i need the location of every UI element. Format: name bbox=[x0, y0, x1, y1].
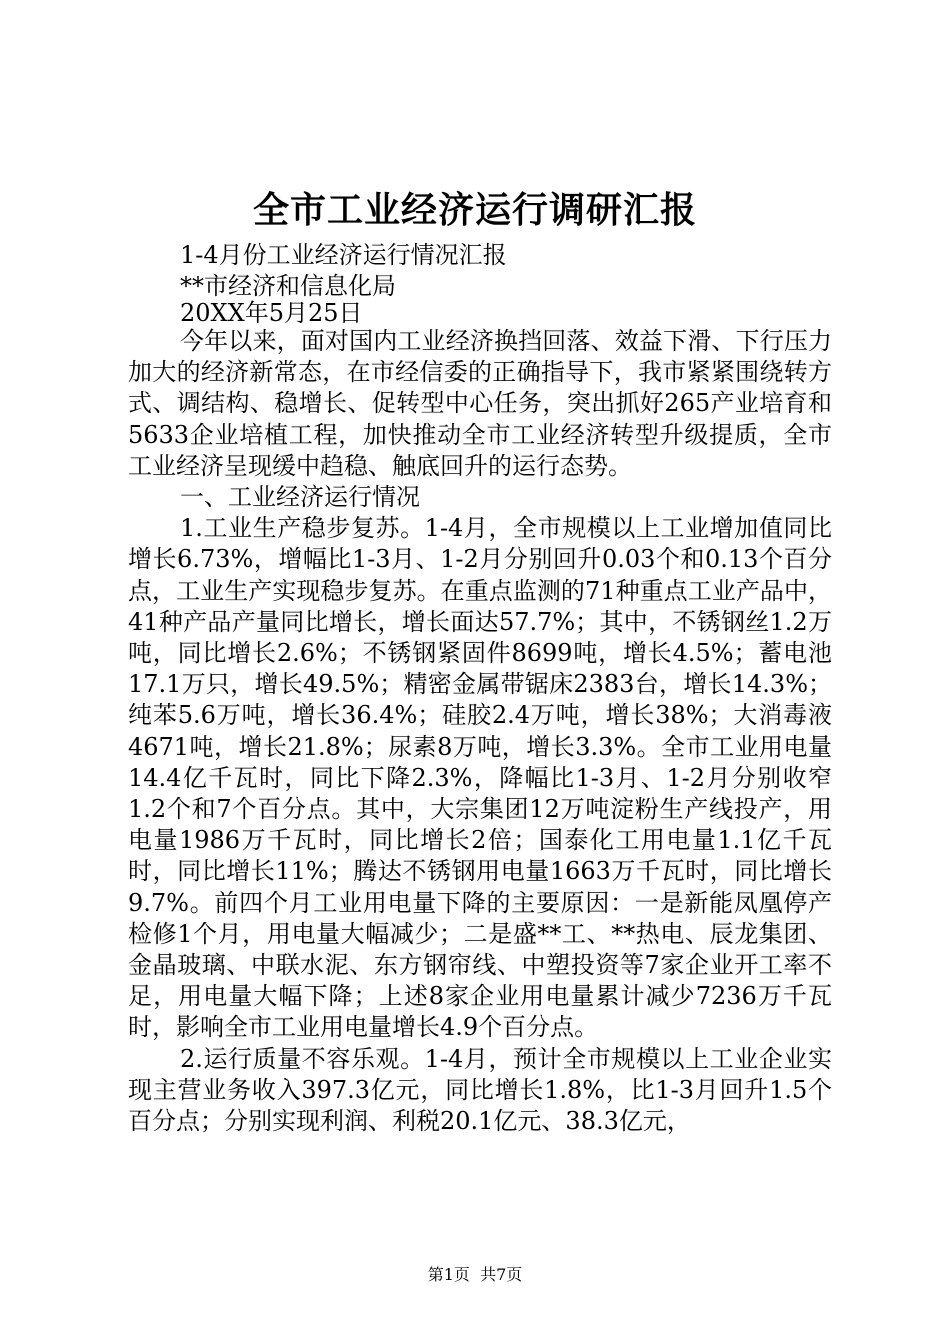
page-total: 共7页 bbox=[480, 1265, 523, 1284]
report-subtitle: 1-4月份工业经济运行情况汇报 bbox=[180, 241, 507, 269]
page-number: 第1页 bbox=[427, 1265, 470, 1284]
issuing-organization: **市经济和信息化局 bbox=[180, 272, 396, 300]
report-date: 20XX年5月25日 bbox=[180, 299, 363, 327]
page-footer bbox=[0, 1264, 950, 1286]
body-paragraph: 1.工业生产稳步复苏。1-4月，全市规模以上工业增加值同比增长6.73%，增幅比1-3月、1-2月分别回升0.03个和0.13个百分点，工业生产实现稳步复苏。在重点监测的71种重点工业产品中，41种产品产量同比增长，增长面达57.7%；其中，不锈钢丝1.2万吨，同比增长2.6%；不锈钢紧固件8699吨，增长4.5%；蓄电池17.1万只，增长49.5%；精密金属带锯床2383台，增长14.3%；纯苯5.6万吨，增长36.4%；硅胶2.4万吨，增长38%；大消毒液4671吨，增长21.8%；尿素8万吨，增长3.3%。全市工业用电量14.4亿千瓦时，同比下降2.3%，降幅比1-3月、1-2月分别收窄1.2个和7个百分点。其中，大宗集团12万吨淀粉生产线投产，用电量1986万千瓦时，同比增长2倍；国泰化工用电量1.1亿千瓦时，同比增长11%；腾达不锈钢用电量1663万千瓦时，同比增长9.7%。前四个月工业用电量下降的主要原因：一是新能凤凰停产检修1个月，用电量大幅减少；二是盛**工、**热电、辰龙集团、金晶玻璃、中联水泥、东方钢帘线、中塑投资等7家企业开工率不足，用电量大幅下降；上述8家企业用电量累计减少7236万千瓦时，影响全市工业用电量增长4.9个百分点。 bbox=[128, 514, 832, 1042]
section-heading: 一、工业经济运行情况 bbox=[180, 483, 420, 512]
document-title: 全市工业经济运行调研汇报 bbox=[252, 189, 697, 231]
body-paragraph: 2.运行质量不容乐观。1-4月，预计全市规模以上工业企业实现主营业务收入397.3亿元，同比增长1.8%，比1-3月回升1.5个百分点；分别实现利润、利税20.1亿元、38.3亿元， bbox=[128, 1044, 832, 1136]
document-body bbox=[128, 326, 832, 1137]
intro-paragraph: 今年以来，面对国内工业经济换挡回落、效益下滑、下行压力加大的经济新常态，在市经信委的正确指导下，我市紧紧围绕转方式、调结构、稳增长、促转型中心任务，突出抓好265产业培育和5633企业培植工程，加快推动全市工业经济转型升级提质，全市工业经济呈现缓中趋稳、触底回升的运行态势。 bbox=[128, 327, 832, 480]
